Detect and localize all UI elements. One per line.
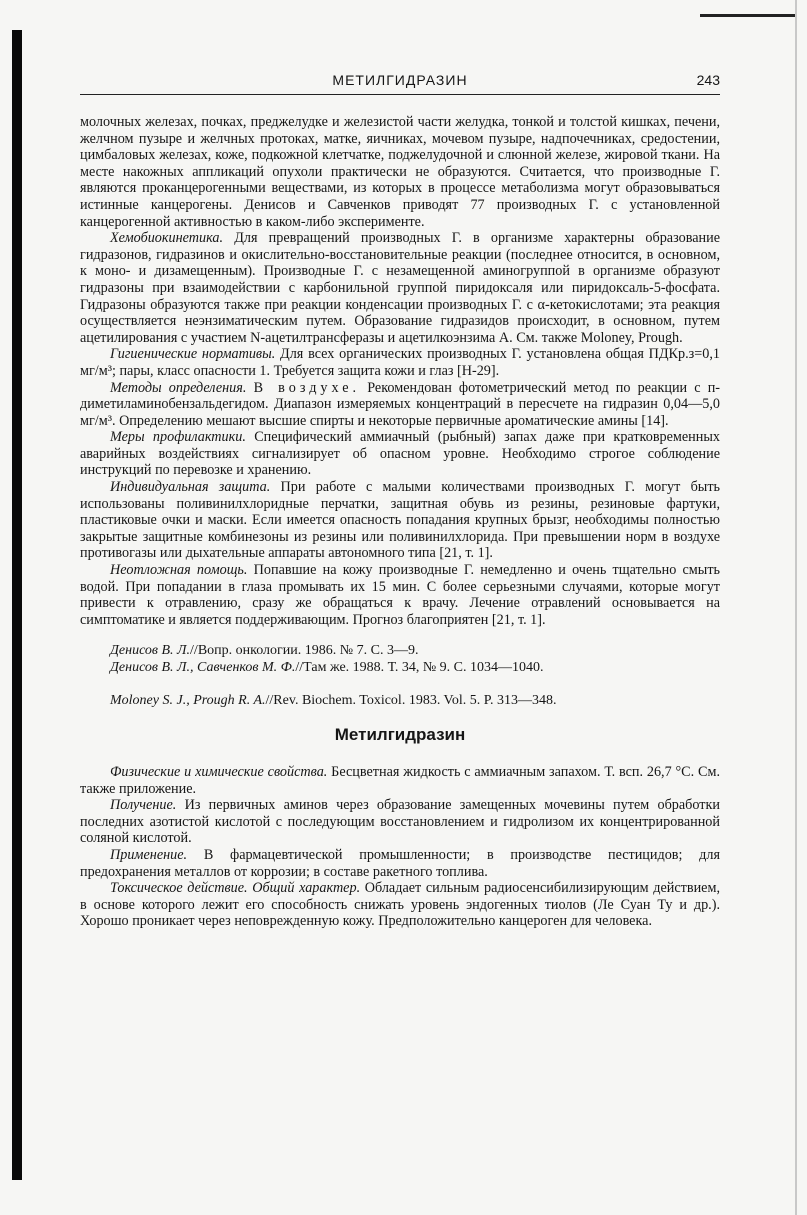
chemobiokinetics-paragraph: [80, 230, 720, 346]
reference-source: //Вопр. онкологии. 1986. № 7. С. 3—9.: [190, 643, 419, 659]
paragraph-lead: Токсическое действие. Общий характер.: [110, 880, 361, 897]
prevention-paragraph: [80, 429, 720, 479]
hygiene-standards-paragraph: [80, 346, 720, 379]
reference-authors: Moloney S. J., Prough R. A.: [110, 693, 266, 709]
page-header: [80, 72, 720, 95]
reference-authors: Денисов В. Л.: [110, 643, 191, 659]
paragraph-text: Обладает сильным радиосенсибилизирующим действием, в основе которого лежит его способность снижать уровень эндогенных тиолов (Ле Суан Ту и др.). Хорошо проникает через неповрежденную кожу. Предположительно канцероген для человека.: [80, 880, 720, 930]
paragraph-text: Попавшие на кожу производные Г. немедленно и очень тщательно смыть водой. При попадании в глаза промывать их 15 мин. С более серьезными случаями, которые могут привести к отравлению, сразу же обращаться к врачу. Лечение отравлений основывается на симптоматике и является поддерживающим. Прогноз благоприятен [21, т. 1].: [80, 562, 720, 628]
paragraph-lead: Неотложная помощь.: [110, 562, 248, 579]
paragraph-text: При работе с малыми количествами производных Г. могут быть использованы поливинилхлоридные перчатки, защитная обувь из резины, резиновые фартуки, пластиковые очки и маски. Если имеется опасность попадания крупных брызг, необходимы полностью закрытые защитные комбинезоны из резины или поливинилхлорида. При превышении норм в воздухе противогазы или дыхательные аппараты автономного типа [21, т. 1].: [80, 479, 720, 562]
reference-item: [80, 659, 720, 676]
first-aid-paragraph: [80, 562, 720, 628]
running-title: МЕТИЛГИДРАЗИН: [332, 72, 468, 88]
reference-source: //Rev. Biochem. Toxicol. 1983. Vol. 5. P. 313—348.: [265, 693, 557, 709]
reference-item: [80, 692, 720, 709]
continuation-paragraph: молочных железах, почках, преджелудке и железистой части желудка, тонкой и толстой кишках, печени, желчном пузыре и желчных протоках, матке, яичниках, мочевом пузыре, надпочечниках, средостении, цимбаловых железах, коже, подкожной клетчатке, поджелудочной и слюнной железе, жировой ткани. На месте накожных аппликаций опухоли практически не образуются. Считается, что производные Г. являются проканцерогенными веществами, из которых в процессе метаболизма могут образовываться истинные канцерогены. Денисов и Савченков приводят 77 производных Г. с установленной канцерогенной активностью в каком-либо эксперименте.: [80, 114, 720, 230]
reference-item: [80, 642, 720, 659]
scan-right-edge: [795, 0, 797, 1215]
reference-source: //Там же. 1988. Т. 34, № 9. С. 1034—1040.: [295, 660, 544, 676]
paragraph-lead: Методы определения.: [110, 379, 247, 396]
physical-properties-paragraph: [80, 764, 720, 797]
methods-paragraph: [80, 380, 720, 430]
paragraph-lead: Применение.: [110, 846, 188, 863]
page-number: 243: [696, 72, 720, 88]
page-body: [80, 114, 720, 930]
application-paragraph: [80, 847, 720, 880]
paragraph-text: Специфический аммиачный (рыбный) запах даже при кратковременных аварийных воздействиях сигнализирует об опасном уровне. Необходимо строгое соблюдение инструкций по перевозке и хранению.: [80, 429, 720, 479]
personal-protection-paragraph: [80, 479, 720, 562]
toxic-action-paragraph: [80, 880, 720, 930]
paragraph-lead: Хемобиокинетика.: [110, 230, 224, 247]
production-paragraph: [80, 797, 720, 847]
paragraph-text: В фармацевтической промышленности; в производстве пестицидов; для предохранения металлов от коррозии; в составе ракетного топлива.: [80, 846, 720, 880]
paragraph-text: Для всех органических производных Г. установлена общая ПДКр.з=0,1 мг/м³; пары, класс опасности 1. Требуется защита кожи и глаз [Н-29].: [80, 346, 720, 379]
paragraph-text: Бесцветная жидкость с аммиачным запахом. Т. всп. 26,7 °С. См. также приложение.: [80, 764, 721, 797]
scan-edge-bar: [12, 30, 22, 1180]
scan-top-rule: [700, 14, 795, 17]
paragraph-lead: Получение.: [110, 797, 177, 814]
paragraph-lead: Физические и химические свойства.: [110, 764, 328, 780]
paragraph-lead: Индивидуальная защита.: [110, 479, 271, 496]
paragraph-text: Из первичных аминов через образование замещенных мочевины путем обработки последних азотистой кислотой с последующим восстановлением и гидролизом их концентрированной соляной кислотой.: [80, 797, 720, 847]
section-title: Метилгидразин: [334, 725, 466, 745]
spaced-subheading: В воздухе.: [253, 379, 361, 396]
paragraph-text: Для превращений производных Г. в организме характерны образование гидразонов, гидразинов и окислительно-восстановительные реакции (последнее относится, в основном, к моно- и дизамещенным). Производные Г. с незамещенной аминогруппой в организме образуют гидразоны при взаимодействии с карбонильной группой пиридоксаля или пиридоксаль-5-фосфата. Гидразоны образуются также при реакции конденсации производных Г. с α-кетокислотами; эта реакция осуществляется неэнзиматическим путем. Образование гидразидов происходит, в основном, путем ацетилирования с участием N-ацетилтрансферазы и ацетилкоэнзима А. См. также Moloney, Prough.: [80, 230, 720, 346]
reference-authors: Денисов В. Л., Савченков М. Ф.: [110, 660, 296, 676]
paragraph-lead: Меры профилактики.: [110, 429, 246, 446]
paragraph-lead: Гигиенические нормативы.: [110, 346, 276, 363]
paragraph-text: Рекомендован фотометрический метод по реакции с п-диметиламинобензальдегидом. Диапазон измеряемых концентраций в пересчете на гидразин 0,04—5,0 мг/м³. Определению мешают высшие спирты и некоторые первичные ароматические амины [14].: [80, 379, 721, 429]
